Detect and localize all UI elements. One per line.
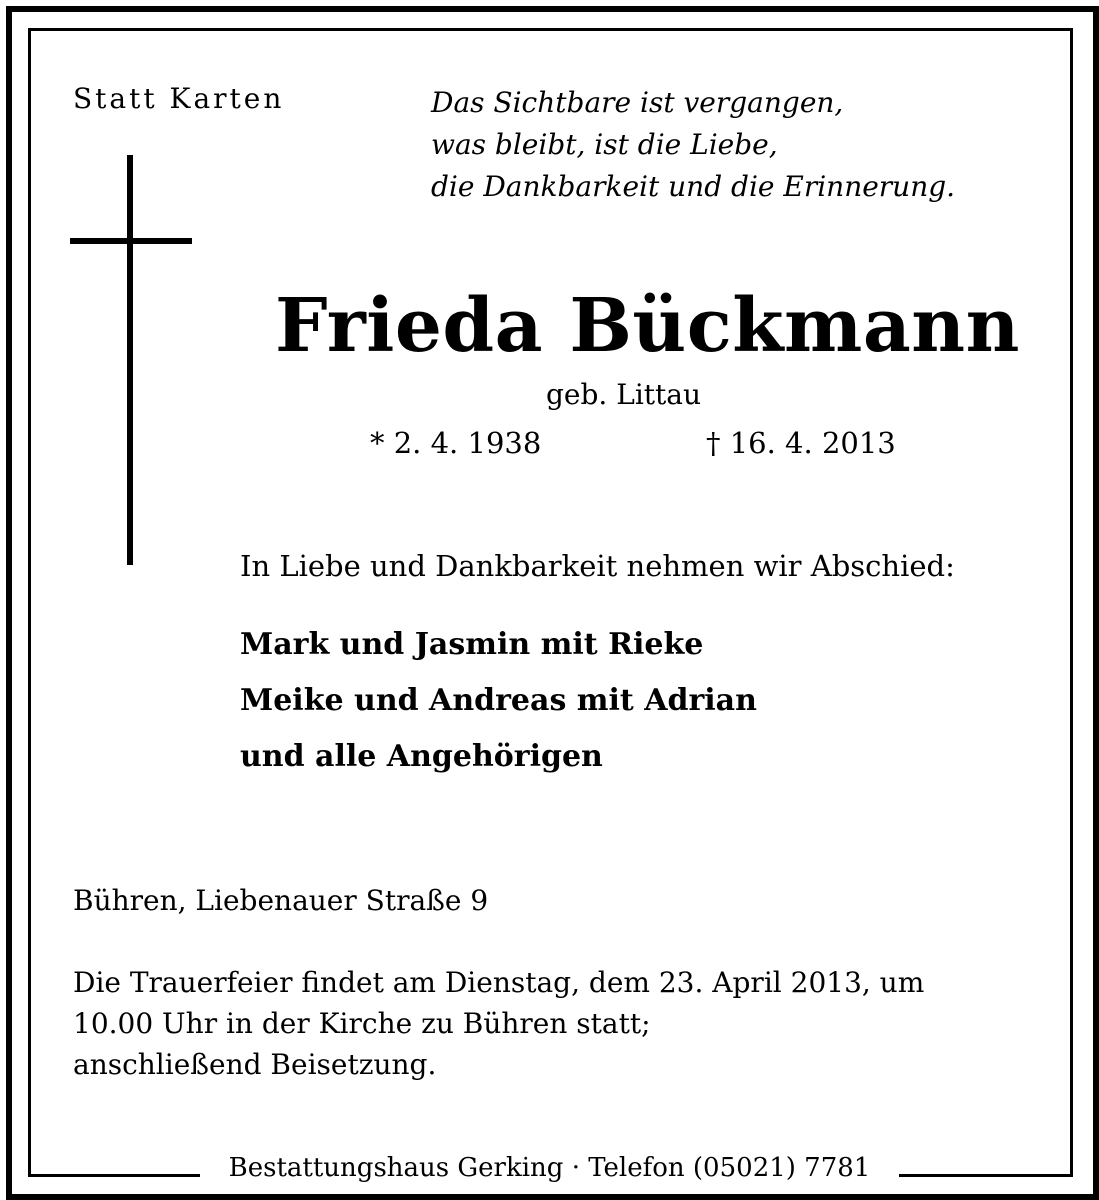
mourner-line: Mark und Jasmin mit Rieke [240, 627, 704, 662]
ceremony-line: 10.00 Uhr in der Kirche zu Bühren statt; [73, 1007, 651, 1040]
quote-line: Das Sichtbare ist vergangen, [431, 86, 844, 119]
mourner-line: Meike und Andreas mit Adrian [240, 683, 757, 718]
farewell-text: In Liebe und Dankbarkeit nehmen wir Abschied: [240, 549, 955, 583]
memorial-quote [431, 82, 955, 208]
mourners-list [240, 617, 757, 785]
maiden-name: geb. Littau [546, 378, 701, 411]
deceased-name: Frieda Bückmann [275, 283, 1020, 369]
quote-line: die Dankbarkeit und die Erinnerung. [431, 170, 956, 203]
address-text: Bühren, Liebenauer Straße 9 [73, 884, 489, 917]
birth-date: * 2. 4. 1938 [370, 426, 542, 460]
quote-line: was bleibt, ist die Liebe, [431, 128, 778, 161]
mourner-line: und alle Angehörigen [240, 739, 603, 774]
ceremony-info [73, 962, 924, 1085]
cross-horizontal-bar [70, 238, 192, 244]
funeral-home-footer: Bestattungshaus Gerking · Telefon (05021) 7781 [200, 1150, 899, 1190]
ceremony-line: Die Trauerfeier findet am Dienstag, dem 23. April 2013, um [73, 966, 925, 999]
cross-vertical-bar [127, 155, 133, 565]
ceremony-line: anschließend Beisetzung. [73, 1048, 437, 1081]
statt-karten-label: Statt Karten [73, 82, 285, 115]
death-date: † 16. 4. 2013 [706, 426, 896, 460]
